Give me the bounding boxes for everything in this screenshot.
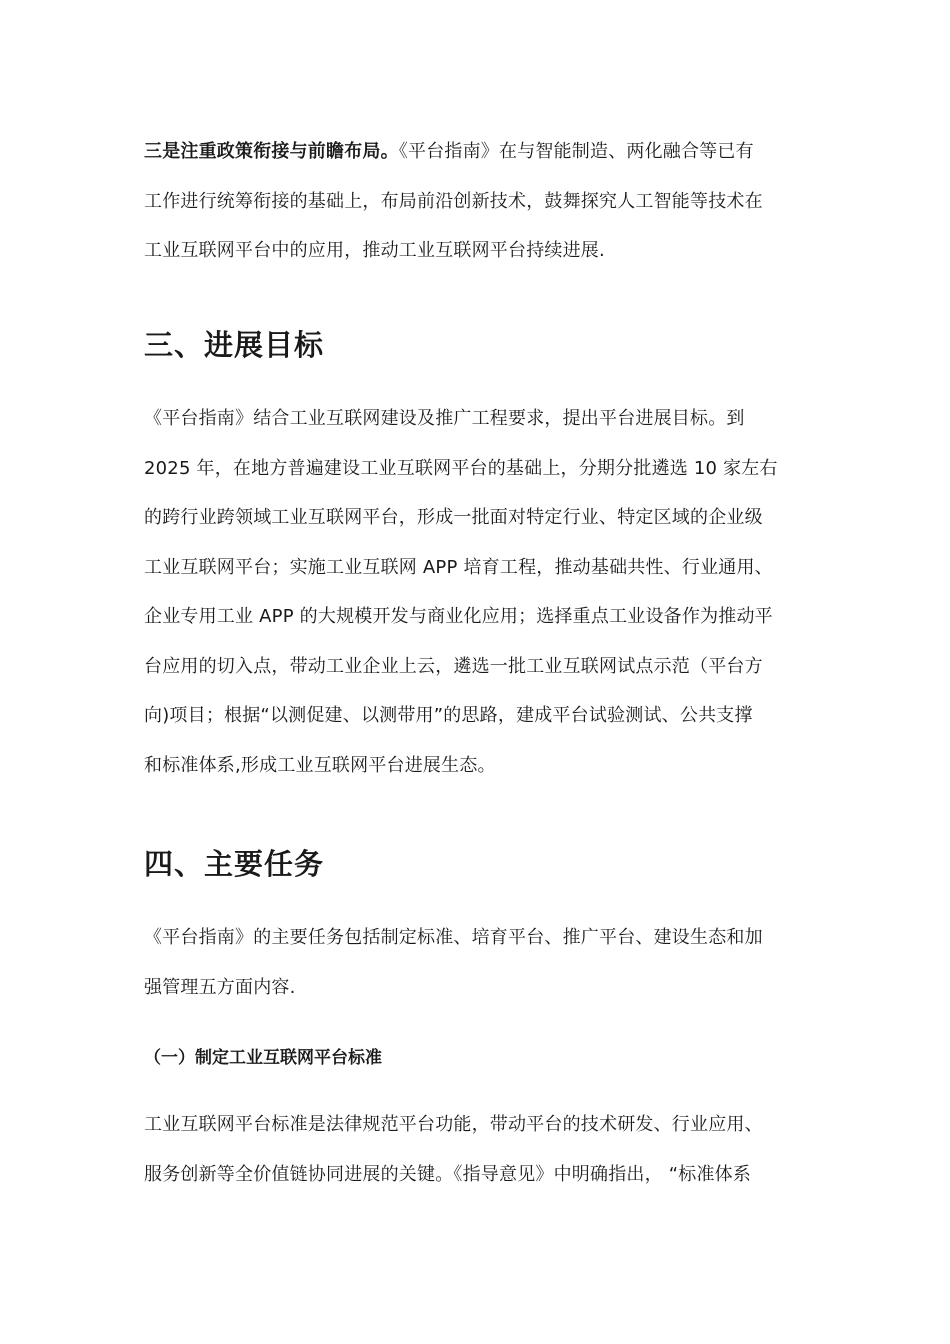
paragraph-goals <box>144 394 778 790</box>
paragraph-line: 工业互联网平台；实施工业互联网 APP 培育工程，推动基础共性、行业通用、 <box>144 556 773 578</box>
paragraph-lead: 三是注重政策衔接与前瞻布局。 <box>144 141 399 162</box>
paragraph-line: 向)项目；根据“以测促建、以测带用”的思路，建成平台试验测试、公共支撑 <box>144 705 753 726</box>
paragraph-line <box>144 127 763 177</box>
section-heading-tasks: 四、主要任务 <box>144 847 325 881</box>
paragraph-line: 工业互联网平台中的应用，推动工业互联网平台持续进展. <box>144 240 605 261</box>
paragraph-line: 强管理五方面内容. <box>144 976 296 998</box>
paragraph-policy-alignment <box>144 127 763 276</box>
subsection-heading-standards: （一）制定工业互联网平台标准 <box>144 1048 382 1068</box>
paragraph-line: 工业互联网平台标准是法律规范平台功能，带动平台的技术研发、行业应用、 <box>144 1114 763 1135</box>
paragraph-line: 企业专用工业 APP 的大规模开发与商业化应用；选择重点工业设备作为推动平 <box>144 606 773 627</box>
paragraph-standards <box>144 1100 763 1199</box>
paragraph-line: 和标准体系,形成工业互联网平台进展生态。 <box>144 754 496 776</box>
section-heading-goals: 三、进展目标 <box>144 328 325 362</box>
paragraph-line: 的跨行业跨领域工业互联网平台，形成一批面对特定行业、特定区域的企业级 <box>144 507 763 528</box>
paragraph-line: 《平台指南》结合工业互联网建设及推广工程要求，提出平台进展目标。到 <box>144 408 745 429</box>
paragraph-line: 台应用的切入点，带动工业企业上云，遴选一批工业互联网试点示范（平台方 <box>144 655 763 677</box>
paragraph-line: 工作进行统筹衔接的基础上，布局前沿创新技术，鼓舞探究人工智能等技术在 <box>144 190 763 212</box>
paragraph-line: 2025 年，在地方普遍建设工业互联网平台的基础上，分期分批遴选 10 家左右 <box>144 457 778 479</box>
paragraph-line: 《平台指南》的主要任务包括制定标准、培育平台、推广平台、建设生态和加 <box>144 927 763 948</box>
paragraph-line: 服务创新等全价值链协同进展的关键。《指导意见》中明确指出， “标准体系 <box>144 1163 752 1185</box>
paragraph-tasks <box>144 913 763 1012</box>
paragraph-text: 《平台指南》在与智能制造、两化融合等已有 <box>398 141 754 162</box>
